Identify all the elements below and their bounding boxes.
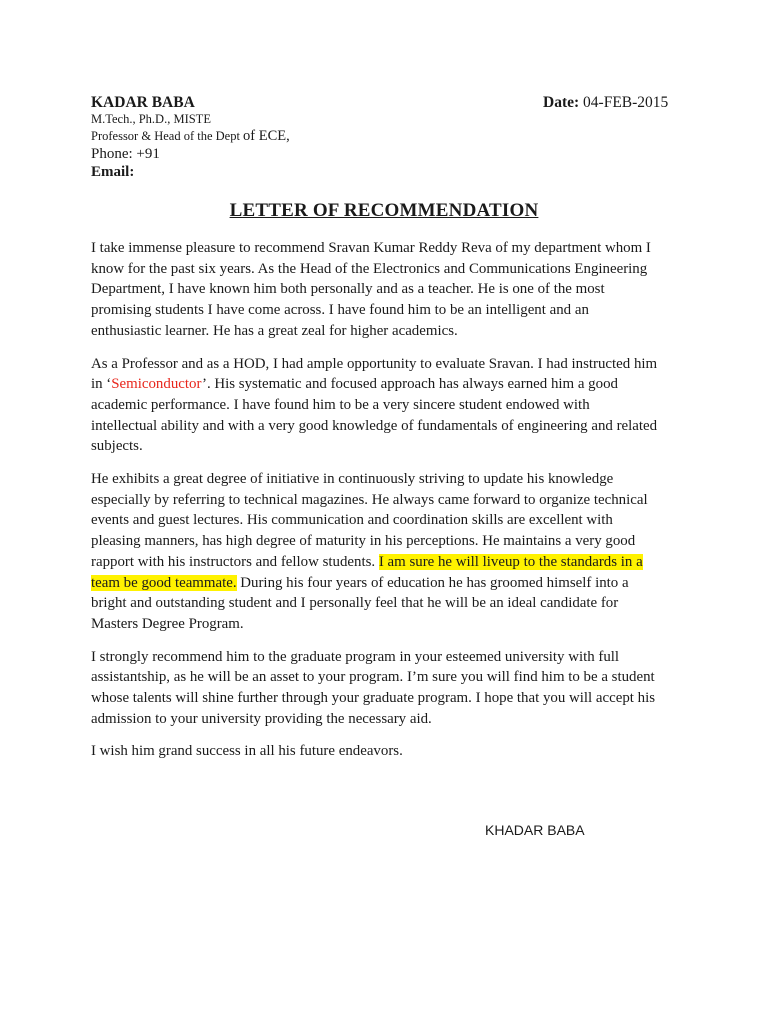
paragraph-1: I take immense pleasure to recommend Sravan Kumar Reddy Reva of my department whom I know for the past six years. As the Head of the Electronics and Communications Engineering Department, I have known him both personally and as a teacher. He is one of the most promising students I have come across. I have found him to be an intelligent and an enthusiastic learner. He has a great zeal for higher academics. xyxy=(91,240,651,339)
sender-email: Email: xyxy=(91,164,135,180)
paragraph-3-before: He exhibits a great degree of initiative in continuously striving to update his knowledge especially by referring to technical magazines. He always came forward to organize technical events and guest lectures. His communication and coordination skills are excellent with pleasing manners, has high degree of maturity in his perceptions. He maintains a very good rapport with his instructors and fellow students. xyxy=(91,471,648,570)
department-suffix: of ECE, xyxy=(243,128,290,144)
signature: KHADAR BABA xyxy=(485,822,585,838)
letter-body xyxy=(91,238,659,774)
paragraph-4: I strongly recommend him to the graduate program in your esteemed university with full assistantship, as he will be an asset to your program. I’m sure you will find him to be a student whose talents will shine further through your graduate program. I hope that you will accept his admission to your university providing the necessary aid. xyxy=(91,648,656,727)
date-label: Date: xyxy=(543,94,580,111)
letter-date xyxy=(543,94,668,111)
paragraph-5: I wish him grand success in all his future endeavors. xyxy=(91,743,403,760)
sender-department xyxy=(91,127,671,145)
highlighted-sentence: I am sure he will liveup to the standards in a team be good teammate. xyxy=(91,553,643,591)
paragraph-2-after: ’. His systematic and focused approach has always earned him a good academic performance. I have found him to be a very sincere student endowed with intellectual ability and with a very good knowledge of fundamentals of engineering and related subjects. xyxy=(91,376,658,455)
paragraph-3 xyxy=(91,469,659,635)
sender-phone: Phone: +91 xyxy=(91,146,160,162)
sender-degrees: M.Tech., Ph.D., MISTE xyxy=(91,112,211,126)
department-prefix: Professor & Head of the Dept xyxy=(91,129,244,143)
sender-name: KADAR BABA xyxy=(91,94,195,111)
date-value: 04-FEB-2015 xyxy=(579,94,669,111)
paragraph-2-before: As a Professor and as a HOD, I had ample opportunity to evaluate Sravan. I had instructed him in ‘ xyxy=(91,355,658,393)
subject-name: Semiconductor xyxy=(111,376,202,393)
paragraph-3-after: During his four years of education he has groomed himself into a bright and outstanding student and I personally feel that he will be an ideal candidate for Masters Degree Program. xyxy=(91,574,629,632)
letterhead xyxy=(91,94,671,181)
paragraph-2 xyxy=(91,354,659,458)
letter-title: LETTER OF RECOMMENDATION xyxy=(229,200,539,221)
